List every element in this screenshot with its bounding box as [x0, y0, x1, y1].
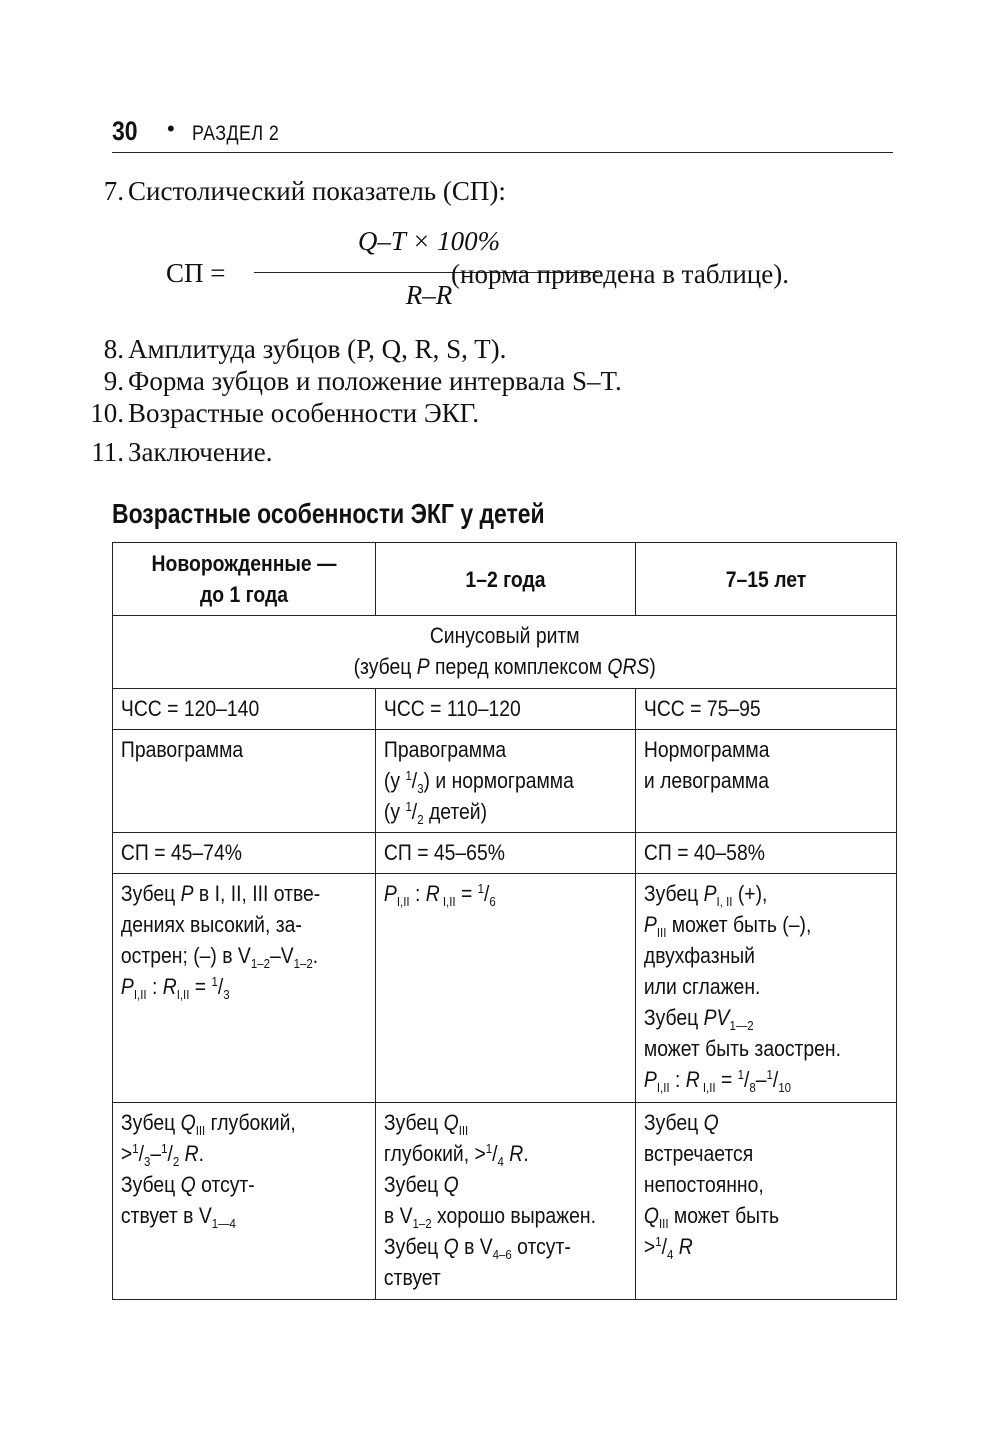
fraction-den: 4	[666, 1247, 674, 1262]
formula-note: (норма приведена в таблице).	[451, 259, 789, 289]
text-span: >	[120, 1141, 133, 1166]
text-span: (зубец	[353, 654, 417, 679]
header-line: до 1 года	[199, 582, 289, 607]
table-row-q-wave	[113, 1103, 897, 1300]
fraction-slash: /	[744, 1067, 750, 1092]
subscript: 1–2	[412, 1216, 432, 1231]
fraction-den: 10	[778, 1080, 792, 1095]
text-span: R	[678, 1234, 693, 1259]
list-item-text: Форма зубцов и положение интервала S–T.	[128, 366, 622, 396]
list-item-text: Систолический показатель (СП):	[128, 176, 506, 206]
text-span: P	[703, 881, 717, 906]
subscript: I,II	[699, 1080, 716, 1095]
text-span: R	[425, 881, 440, 906]
fraction-slash: /	[167, 1141, 173, 1166]
cell-text	[376, 730, 604, 831]
section-name: РАЗДЕЛ 2	[192, 122, 280, 145]
text-span: и левограмма	[643, 768, 770, 793]
text-span: ствует в V	[120, 1203, 212, 1228]
text-span: R	[685, 1067, 700, 1092]
rhythm-text	[113, 616, 896, 686]
subscript: III	[658, 1216, 669, 1231]
text-span: –	[755, 1067, 767, 1092]
text-span: Зубец	[643, 1110, 704, 1135]
list-item-9	[84, 366, 622, 397]
text-span: P	[180, 881, 194, 906]
text-span: :	[146, 974, 163, 999]
cell-text: СП = 45–74%	[120, 840, 242, 865]
subscript: I,II	[176, 987, 190, 1002]
cell-text	[636, 874, 865, 1099]
fraction-num: 1	[766, 1067, 773, 1082]
cell-text	[636, 1103, 865, 1266]
text-span: Зубец	[120, 1110, 181, 1135]
text-span: PV	[703, 1005, 730, 1030]
table-cell	[636, 833, 897, 874]
list-item-7	[84, 176, 506, 207]
running-header	[112, 112, 893, 153]
text-span: ствует	[383, 1265, 441, 1290]
text-span: P	[417, 654, 430, 679]
header-text	[129, 548, 360, 610]
list-item-text: Возрастные особенности ЭКГ.	[128, 398, 479, 428]
text-span: P	[383, 881, 397, 906]
fraction-num: 1	[161, 1141, 168, 1156]
fraction-slash: /	[138, 1141, 144, 1166]
text-span: в I, II, III отве-	[193, 881, 321, 906]
table-cell	[376, 689, 636, 730]
cell-text: Правограмма	[120, 737, 244, 762]
list-item-number: 11.	[91, 437, 124, 467]
text-span: отсут-	[511, 1234, 571, 1259]
list-item-text: Амплитуда зубцов (P, Q, R, S, T).	[128, 334, 507, 364]
text-span: Q	[643, 1203, 659, 1228]
text-span: =	[715, 1067, 738, 1092]
table-cell	[376, 1103, 636, 1300]
table-title: Возрастные особенности ЭКГ у детей	[112, 498, 545, 529]
table-header-row	[113, 543, 897, 616]
text-span: P	[643, 1067, 657, 1092]
list-item-11	[84, 437, 272, 468]
text-span: может быть (–),	[666, 912, 812, 937]
formula-denominator: R–R	[405, 280, 453, 310]
fraction-num: 1	[485, 1141, 493, 1156]
cell-text	[376, 1103, 604, 1297]
subscript: 4–6	[492, 1247, 512, 1262]
table-cell	[636, 730, 897, 833]
page-number: 30	[112, 116, 138, 146]
table-cell	[376, 833, 636, 874]
text-span: .	[198, 1141, 205, 1166]
subscript: I,II	[396, 894, 410, 909]
list-item-text: Заключение.	[128, 437, 273, 467]
text-span: P	[120, 974, 134, 999]
subscript: I, II	[716, 894, 733, 909]
text-span: (+),	[732, 881, 768, 906]
text-span: Нормограмма	[643, 737, 770, 762]
text-span: )	[649, 654, 657, 679]
cell-text: ЧСС = 120–140	[120, 696, 260, 721]
fraction-den: 2	[172, 1154, 180, 1169]
fraction-slash: /	[772, 1067, 779, 1092]
table-cell	[113, 833, 376, 874]
fraction-den: 6	[489, 894, 496, 909]
cell-text: ЧСС = 75–95	[643, 696, 761, 721]
fraction-den: 3	[417, 781, 424, 796]
fraction-num: 1	[655, 1234, 662, 1249]
text-span: .	[312, 943, 319, 968]
header-cell-newborn	[113, 543, 376, 616]
ecg-age-table	[112, 542, 897, 1300]
text-span: P	[643, 912, 657, 937]
header-text: 1–2 года	[465, 566, 546, 592]
subscript: III	[458, 1123, 469, 1138]
rhythm-line: Синусовый ритм	[430, 623, 580, 648]
fraction-slash: /	[492, 1141, 498, 1166]
fraction-num: 1	[211, 974, 218, 989]
header-text: 7–15 лет	[725, 566, 807, 592]
text-span: >	[643, 1234, 656, 1259]
text-span: может быть заострен.	[643, 1036, 841, 1061]
list-item-number: 7.	[103, 176, 124, 206]
fraction-slash: /	[484, 881, 490, 906]
fraction-slash: /	[411, 768, 418, 793]
text-span: –V	[269, 943, 294, 968]
text-span: Зубец	[120, 1172, 181, 1197]
header-cell-7-15	[636, 543, 897, 616]
subscript: 1—2	[729, 1018, 754, 1033]
text-span: Зубец	[383, 1234, 444, 1259]
rhythm-cell	[113, 616, 897, 689]
cell-text	[113, 874, 344, 1006]
subscript: 1–2	[250, 956, 270, 971]
text-span: Зубец	[643, 881, 704, 906]
cell-text	[376, 874, 604, 913]
table-cell	[636, 874, 897, 1103]
fraction-num: 1	[737, 1067, 745, 1082]
subscript: I,II	[656, 1080, 670, 1095]
text-span: ) и нормограмма	[423, 768, 574, 793]
fraction-slash: /	[661, 1234, 667, 1259]
text-span: или сглажен.	[643, 974, 761, 999]
cell-text: СП = 40–58%	[643, 840, 765, 865]
text-span: Q	[443, 1172, 459, 1197]
text-span: QRS	[607, 654, 650, 679]
cell-text: СП = 45–65%	[383, 840, 505, 865]
text-span: :	[669, 1067, 686, 1092]
list-item-10	[84, 398, 479, 429]
subscript: 1—4	[211, 1216, 236, 1231]
header-bullet: •	[167, 116, 175, 141]
formula-lhs: СП =	[166, 258, 226, 288]
text-span: отсут-	[195, 1172, 255, 1197]
text-span: двухфазный	[643, 943, 756, 968]
text-span: в V	[383, 1203, 413, 1228]
table-cell	[113, 1103, 376, 1300]
text-span: Q	[443, 1110, 459, 1135]
subscript: III	[195, 1123, 206, 1138]
subscript: I,II	[133, 987, 147, 1002]
text-span: острен; (–) в V	[120, 943, 251, 968]
text-span: встречается	[643, 1141, 754, 1166]
sp-formula	[166, 226, 866, 322]
text-span: Q	[180, 1172, 196, 1197]
text-span: хорошо выражен.	[431, 1203, 596, 1228]
text-span: Q	[180, 1110, 196, 1135]
fraction-num: 1	[405, 799, 412, 814]
fraction-den: 3	[223, 987, 230, 1002]
header-line: Новорожденные —	[151, 551, 337, 576]
text-span: (у	[383, 799, 406, 824]
table-row-sp	[113, 833, 897, 874]
subscript: I,II	[439, 894, 456, 909]
fraction-den: 4	[497, 1154, 504, 1169]
text-span: =	[455, 881, 478, 906]
fraction-num: 1	[132, 1141, 139, 1156]
text-span: Зубец	[383, 1172, 444, 1197]
text-span: детей)	[423, 799, 488, 824]
table-row-rhythm	[113, 616, 897, 689]
formula-numerator: Q–T × 100%	[357, 226, 501, 256]
table-cell	[376, 730, 636, 833]
text-span: Q	[703, 1110, 719, 1135]
text-span: глубокий,	[205, 1110, 296, 1135]
text-span: R	[184, 1141, 199, 1166]
cell-text	[636, 730, 865, 800]
table-cell	[636, 689, 897, 730]
text-span: Зубец	[120, 881, 181, 906]
table-cell	[636, 1103, 897, 1300]
text-span: R	[509, 1141, 524, 1166]
table-cell	[376, 874, 636, 1103]
text-span: :	[409, 881, 426, 906]
table-cell	[113, 689, 376, 730]
cell-text	[113, 1103, 344, 1235]
text-span: (у	[383, 768, 406, 793]
fraction-num: 1	[477, 881, 485, 896]
table-row-axis	[113, 730, 897, 833]
cell-text: ЧСС = 110–120	[383, 696, 521, 721]
text-span: перед комплексом	[429, 654, 608, 679]
fraction-den: 8	[749, 1080, 756, 1095]
fraction-num: 1	[405, 768, 412, 783]
text-span: в V	[458, 1234, 493, 1259]
text-span: =	[189, 974, 212, 999]
list-item-number: 8.	[103, 334, 124, 364]
fraction-slash: /	[217, 974, 224, 999]
text-span: Зубец	[383, 1110, 444, 1135]
fraction-den: 3	[143, 1154, 151, 1169]
text-span: .	[523, 1141, 529, 1166]
fraction-den: 2	[417, 812, 424, 827]
list-item-number: 9.	[103, 366, 124, 396]
subscript: III	[656, 925, 667, 940]
list-item-number: 10.	[90, 398, 124, 428]
table-row-p-wave	[113, 874, 897, 1103]
fraction-slash: /	[411, 799, 418, 824]
text-span: Правограмма	[383, 737, 507, 762]
text-span: R	[162, 974, 177, 999]
text-span: может быть	[668, 1203, 780, 1228]
table-row-hr	[113, 689, 897, 730]
list-item-8	[84, 334, 506, 365]
text-span: непостоянно,	[643, 1172, 764, 1197]
subscript: 1–2	[293, 956, 313, 971]
text-span: дениях высокий, за-	[120, 912, 302, 937]
text-span: Q	[443, 1234, 459, 1259]
table-cell	[113, 730, 376, 833]
text-span: Зубец	[643, 1005, 704, 1030]
text-span: –	[150, 1141, 162, 1166]
table-cell	[113, 874, 376, 1103]
text-span: глубокий, >	[383, 1141, 486, 1166]
header-cell-1-2	[376, 543, 636, 616]
